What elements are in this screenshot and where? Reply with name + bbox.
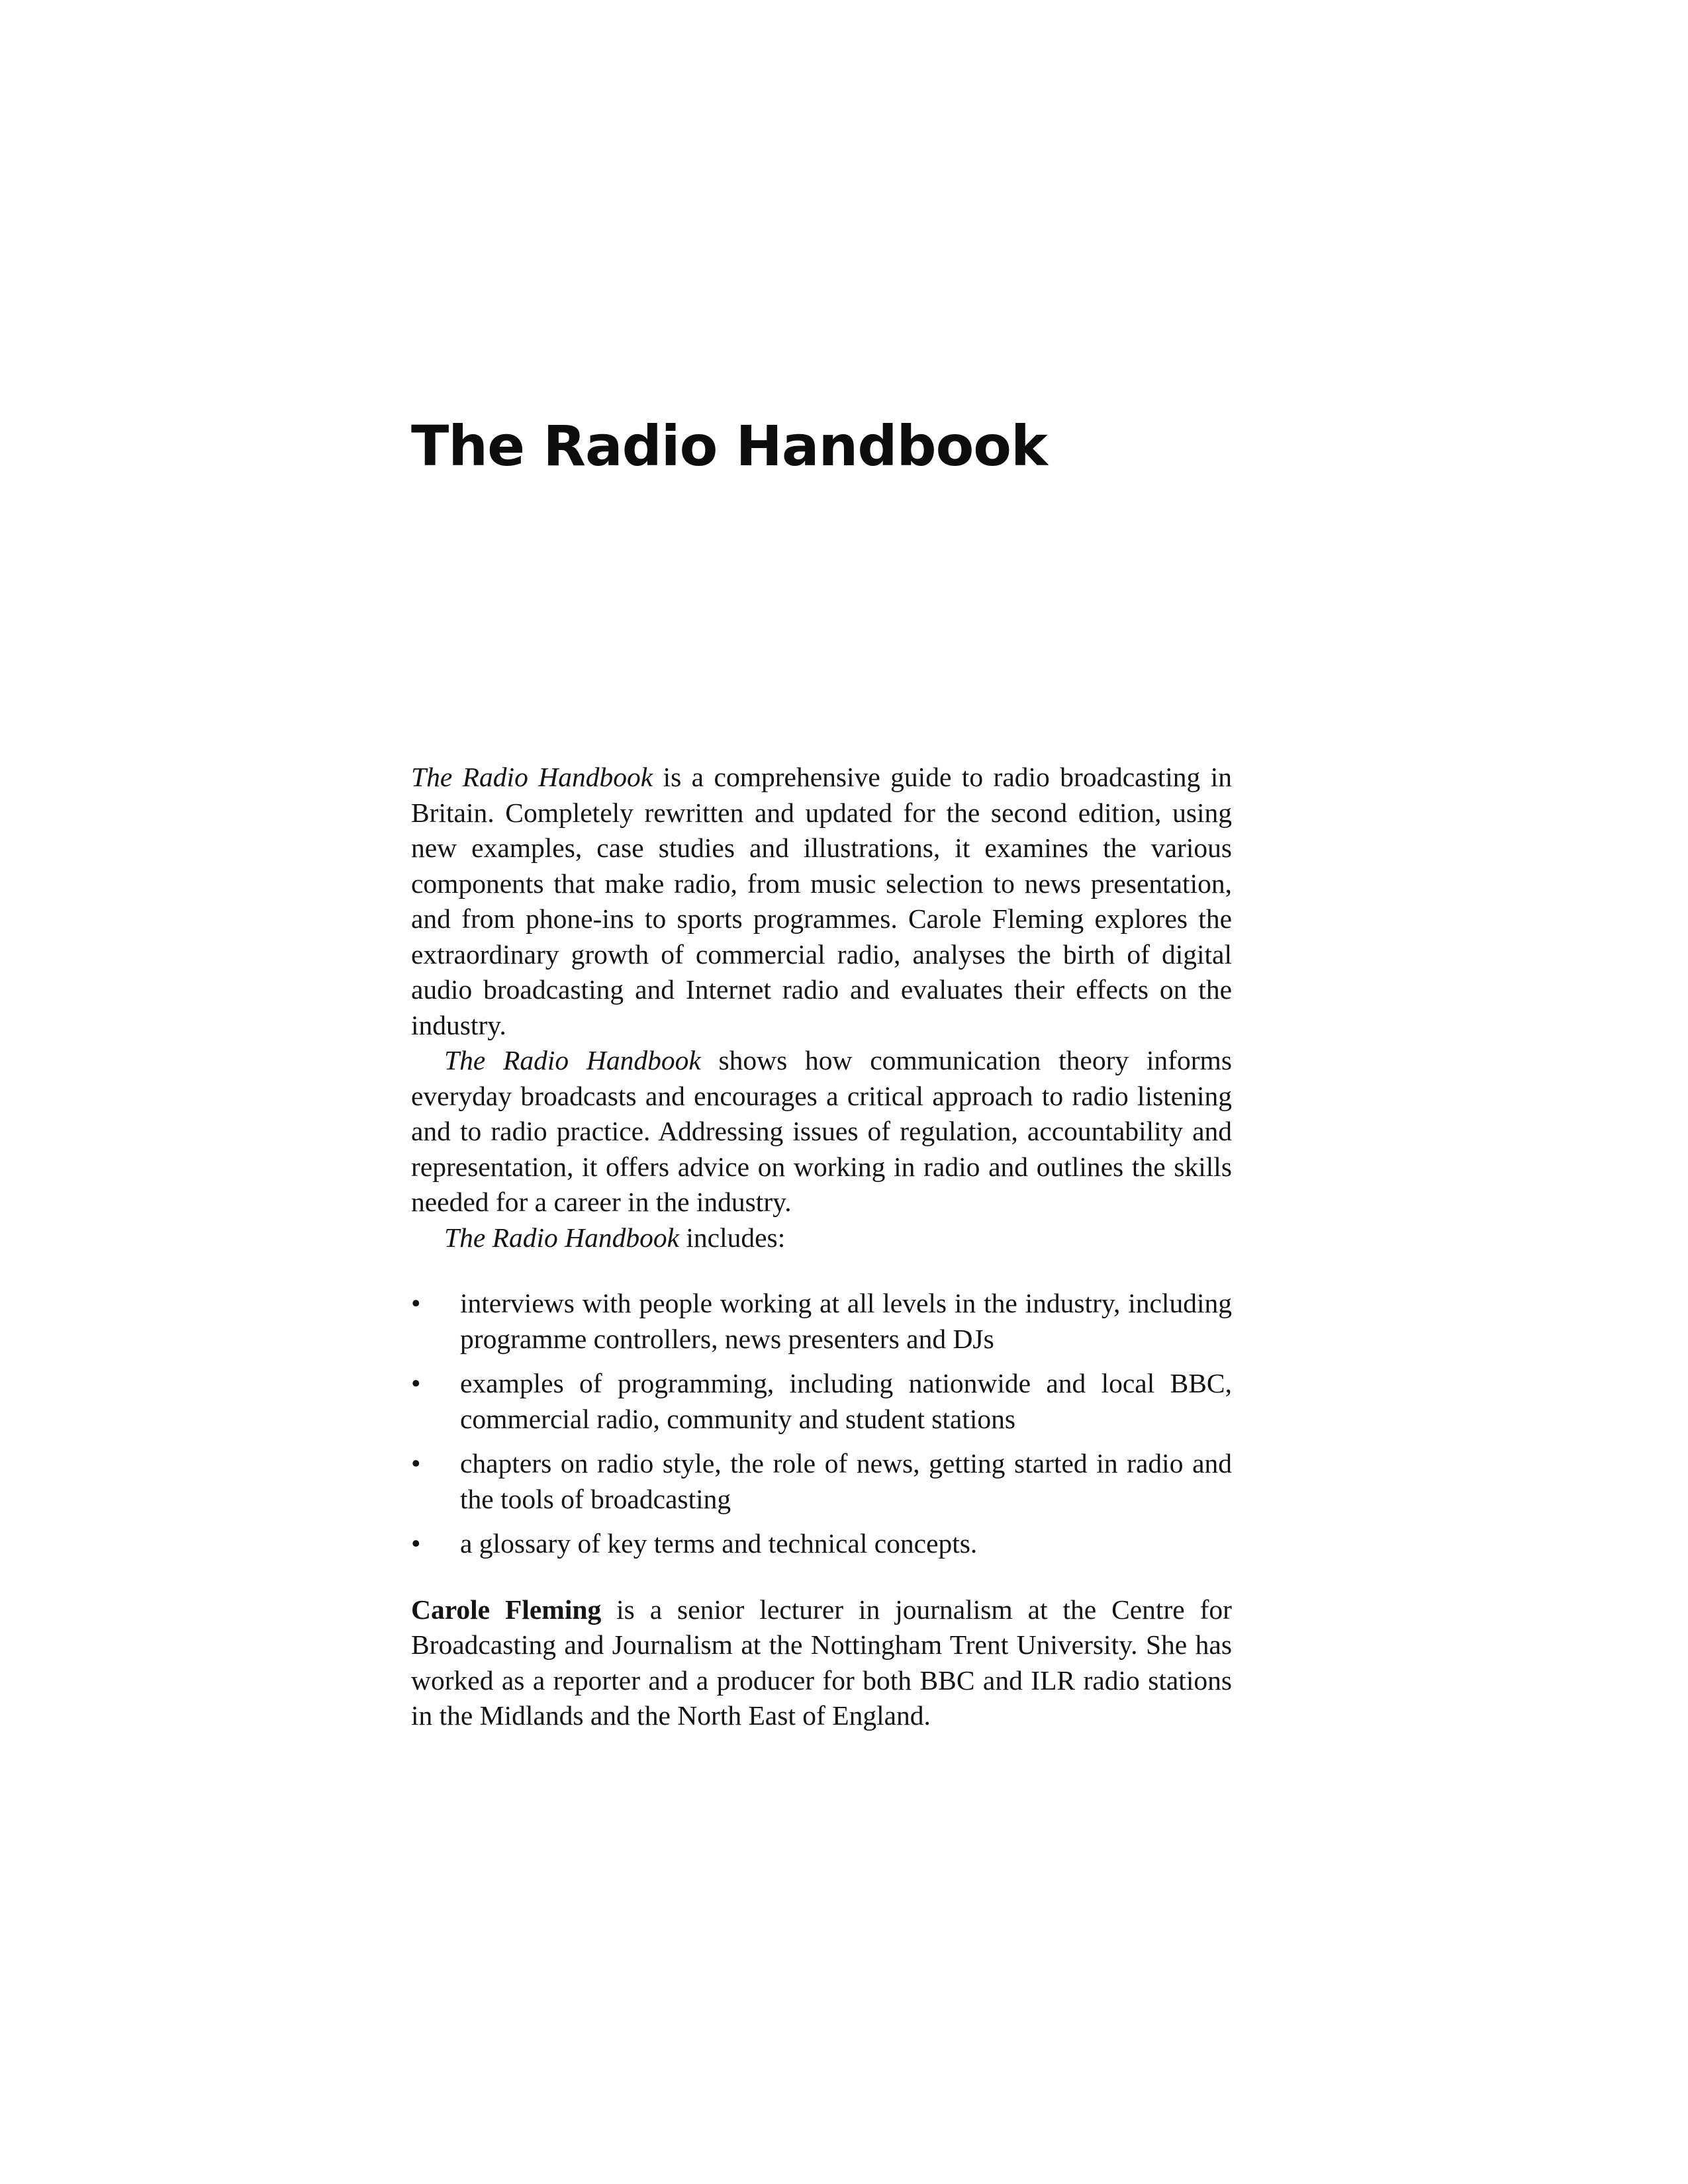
bullet-icon: • bbox=[411, 1528, 421, 1559]
book-title-italic: The Radio Handbook bbox=[444, 1045, 701, 1075]
bullet-icon: • bbox=[411, 1448, 421, 1479]
intro-paragraph-3-text: includes: bbox=[679, 1222, 786, 1253]
intro-paragraph-2-text: shows how communication theory informs everyday broadcasts and encourages a critical approach to radio listening and to radio practice. Addressing issues of regulation, accountability and representation, it offers advice on working in radio and outlines the skills needed for a career in the industry. bbox=[411, 1045, 1232, 1217]
intro-paragraph-3 bbox=[411, 1220, 1232, 1256]
features-list bbox=[411, 1286, 1232, 1562]
author-bio-text: is a senior lecturer in journalism at the Centre for Broadcasting and Journalism at the Nottingham Trent University. She has worked as a reporter and a producer for both BBC and ILR radio stations in the Midlands and the North East of England. bbox=[411, 1594, 1232, 1731]
list-item bbox=[411, 1526, 1232, 1562]
bullet-icon: • bbox=[411, 1368, 421, 1398]
list-item-text: a glossary of key terms and technical concepts. bbox=[460, 1528, 978, 1559]
bullet-icon: • bbox=[411, 1288, 421, 1318]
intro-paragraph-2 bbox=[411, 1043, 1232, 1220]
list-item bbox=[411, 1446, 1232, 1517]
list-item bbox=[411, 1286, 1232, 1357]
intro-paragraph-1-text: is a comprehensive guide to radio broadcasting in Britain. Completely rewritten and updated for the second edition, using new examples, case studies and illustrations, it examines the various components that make radio, from music selection to news presentation, and from phone-ins to sports programmes. Carole Fleming explores the extraordinary growth of commercial radio, analyses the birth of digital audio broadcasting and Internet radio and evaluates their effects on the industry. bbox=[411, 762, 1232, 1040]
author-bio bbox=[411, 1592, 1232, 1734]
blurb bbox=[411, 760, 1232, 1734]
intro-paragraph-1 bbox=[411, 760, 1232, 1043]
author-name: Carole Fleming bbox=[411, 1594, 602, 1625]
book-title: The Radio Handbook bbox=[411, 414, 1047, 478]
list-item-text: examples of programming, including nationwide and local BBC, commercial radio, community and student stations bbox=[460, 1368, 1232, 1434]
list-item-text: interviews with people working at all levels in the industry, including programme controllers, news presenters and DJs bbox=[460, 1288, 1232, 1354]
book-title-italic: The Radio Handbook bbox=[444, 1222, 680, 1253]
book-title-italic: The Radio Handbook bbox=[411, 762, 653, 792]
list-item bbox=[411, 1366, 1232, 1437]
list-item-text: chapters on radio style, the role of news, getting started in radio and the tools of broadcasting bbox=[460, 1448, 1232, 1514]
